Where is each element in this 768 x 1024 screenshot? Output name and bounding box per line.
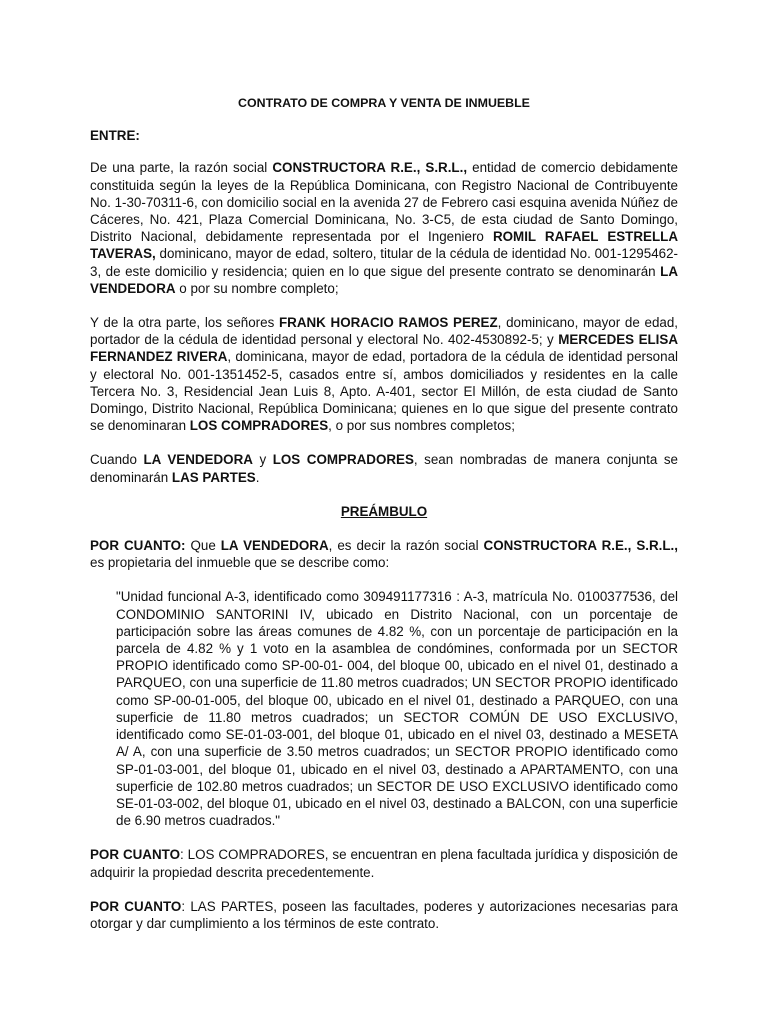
seller-alias: LA VENDEDORA <box>220 538 329 554</box>
text-segment: entidad de comercio debidamente constituida según la leyes de la República Dominicana, con Registro Nacional de Contribuyente No. 1-30-70311-6, con domicilio social en la avenida 27 de Febrero casi esquina avenida Núñez de Cáceres, No. 421, Plaza Comercial Dominicana, No. 3-C5, de esta ciudad de Santo Domingo, Distrito Nacional, debidamente representada por el Ingeniero <box>90 160 678 245</box>
buyers-alias: LOS COMPRADORES <box>272 452 414 468</box>
por-cuanto-label: POR CUANTO: <box>90 538 186 554</box>
seller-alias: LA VENDEDORA <box>143 452 253 468</box>
buyer-1-name: FRANK HORACIO RAMOS PEREZ <box>278 315 498 331</box>
seller-alias: LA VENDEDORA <box>90 263 678 296</box>
text-segment: , o por sus nombres completos; <box>328 418 515 434</box>
text-segment: : LOS COMPRADORES, se encuentran en plena facultada jurídica y disposición de adquirir la propiedad descrita precedentemente. <box>90 847 678 880</box>
property-description-quote: "Unidad funcional A-3, identificado como 309491177316 : A-3, matrícula No. 0100377536, del CONDOMINIO SANTORINI IV, ubicado en Distrito Nacional, con un porcentaje de participación sobre las áreas comunes de 4.82 %, con un porcentaje de participación en la parcela de 4.82 % y 1 voto en la asamblea de condómines, conformada por un SECTOR PROPIO identificado como SP-00-01- 004, del bloque 00, ubicado en el nivel 01, destinado a PARQUEO, con una superficie de 11.80 metros cuadrados; UN SECTOR PROPIO identificado como SP-00-01-005, del bloque 00, ubicado en el nivel 01, destinado a PARQUEO, con una superficie de 11.80 metros cuadrados; un SECTOR COMÚN DE USO EXCLUSIVO, identificado como SE-01-03-001, del bloque 01, ubicado en el nivel 03, destinado a MESETA A/ A, con una superficie de 3.50 metros cuadrados; un SECTOR PROPIO identificado como SP-01-03-001, del bloque 01, ubicado en el nivel 03, destinado a APARTAMENTO, con una superficie de 102.80 metros cuadrados; un SECTOR DE USO EXCLUSIVO identificado como SE-01-03-002, del bloque 01, ubicado en el nivel 03, destinado a BALCON, con una superficie de 6.90 metros cuadrados." <box>116 589 678 829</box>
por-cuanto-label: POR CUANTO <box>90 847 180 863</box>
document-title: CONTRATO DE COMPRA Y VENTA DE INMUEBLE <box>238 96 530 110</box>
text-segment: Cuando <box>90 452 144 468</box>
joint-parties-paragraph <box>90 451 678 485</box>
text-segment: , dominicano, mayor de edad, portador de la cédula de identidad personal y electoral No. 402-4530892-5; y <box>90 315 678 348</box>
por-cuanto-3-paragraph <box>90 898 678 932</box>
text-segment: Y de la otra parte, los señores <box>90 315 279 331</box>
seller-company-name: CONSTRUCTORA R.E., S.R.L., <box>272 160 468 176</box>
por-cuanto-2-paragraph <box>90 846 678 880</box>
text-segment: es propietaria del inmueble que se describe como: <box>90 555 390 571</box>
parties-alias: LAS PARTES <box>171 469 256 485</box>
text-segment: , sean nombradas de manera conjunta se denominarán <box>90 452 678 485</box>
seller-company-name: CONSTRUCTORA R.E., S.R.L., <box>483 538 678 554</box>
text-segment: , dominicana, mayor de edad, portadora de la cédula de identidad personal y electoral No. 001-1351452-5, casados entre sí, ambos domiciliados y residentes en la calle Tercera No. 3, Residencial Jean Luis 8, Apto. A-401, sector El Millón, de esta ciudad de Santo Domingo, Distrito Nacional, República Dominicana; quienes en lo que sigue del presente contrato se denominaran <box>90 349 679 434</box>
text-segment: : LAS PARTES, poseen las facultades, poderes y autorizaciones necesarias para otorgar y dar cumplimiento a los términos de este contrato. <box>90 898 678 931</box>
party-buyers-paragraph <box>90 314 678 434</box>
buyer-2-name: MERCEDES ELISA FERNANDEZ RIVERA <box>90 332 679 365</box>
preambulo-heading: PREÁMBULO <box>340 503 428 519</box>
seller-representative-name: ROMIL RAFAEL ESTRELLA TAVERAS, <box>90 229 678 262</box>
entre-heading: ENTRE: <box>90 128 140 144</box>
text-segment: . <box>255 469 260 485</box>
text-segment: , es decir la razón social <box>328 538 484 554</box>
text-segment: dominicano, mayor de edad, soltero, titular de la cédula de identidad No. 001-1295462-3, de este domicilio y residencia; quien en lo que sigue del presente contrato se denominarán <box>90 246 678 279</box>
por-cuanto-label: POR CUANTO <box>90 898 182 914</box>
text-segment: Que <box>185 538 221 554</box>
text-segment: De una parte, la razón social <box>90 160 273 176</box>
party-seller-paragraph <box>90 159 678 297</box>
text-segment: o por su nombre completo; <box>175 280 339 296</box>
por-cuanto-1-paragraph <box>90 537 678 571</box>
buyers-alias: LOS COMPRADORES <box>189 418 329 434</box>
text-segment: y <box>252 452 273 468</box>
